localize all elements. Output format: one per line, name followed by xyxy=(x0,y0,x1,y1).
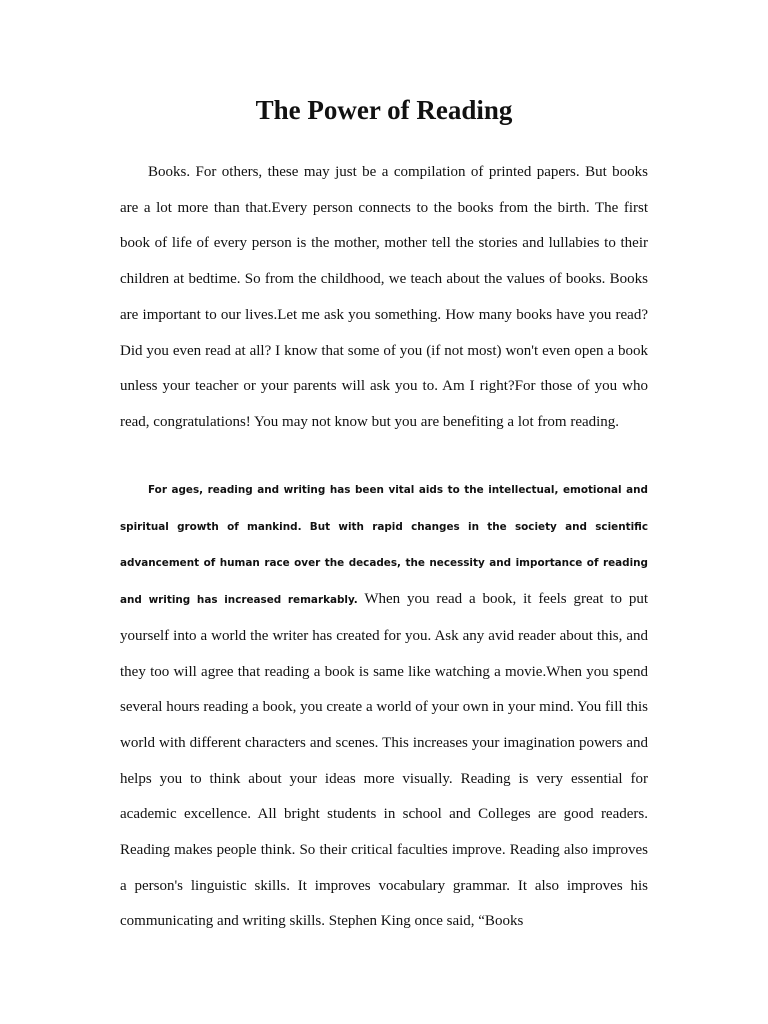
paragraph-main-serif-run: When you read a book, it feels great to put yourself into a world the writer has created for you. Ask any avid reader about this, and they too will agree that reading a book is same like watching a movie.When you spend several hours reading a book, you create a world of your own in your mind. You fill this world with different characters and scenes. This increases your imagination powers and helps you to think about your ideas more visually. Reading is very essential for academic excellence. All bright students in school and Colleges are good readers. Reading makes people think. So their critical faculties improve. Reading also improves a person's linguistic skills. It improves vocabulary grammar. It also improves his communicating and writing skills. Stephen King once said, “Books xyxy=(120,591,648,930)
paragraph-main xyxy=(120,472,648,940)
paragraph-intro: Books. For others, these may just be a compilation of printed papers. But books are a lot more than that.Every person connects to the books from the birth. The first book of life of every person is the mother, mother tell the stories and lullabies to their children at bedtime. So from the childhood, we teach about the values of books. Books are important to our lives.Let me ask you something. How many books have you read? Did you even read at all? I know that some of you (if not most) won't even open a book unless your teacher or your parents will ask you to. Am I right?For those of you who read, congratulations! You may not know but you are benefiting a lot from reading. xyxy=(120,164,648,430)
paragraph-main-sans-run: For ages, reading and writing has been vital aids to the intellectual, emotional and spiritual growth of mankind. But with rapid changes in the society and scientific advancement of human race over the decades, the necessity and importance of reading and writing has increased remarkably. xyxy=(120,484,648,607)
document-title: The Power of Reading xyxy=(255,95,513,125)
